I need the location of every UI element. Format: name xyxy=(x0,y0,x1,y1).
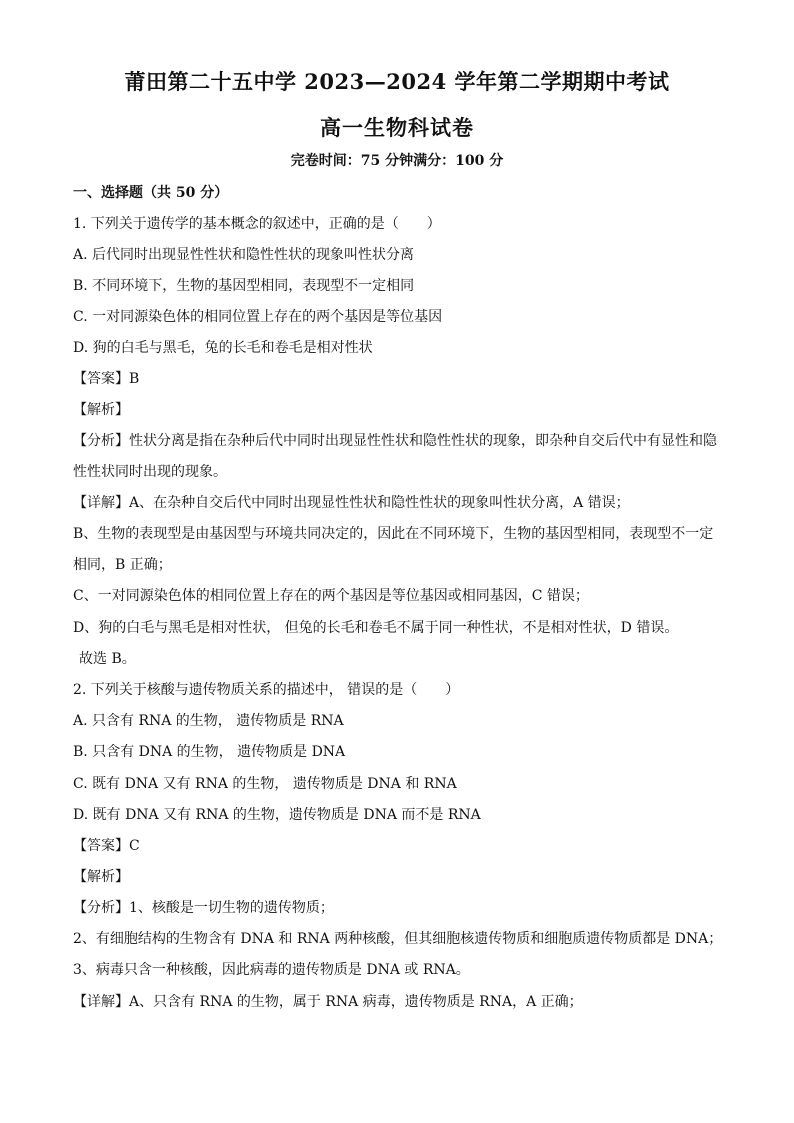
q2-analysis-label: 【解析】 xyxy=(73,869,129,885)
q1-option-a: A. 后代同时出现显性性状和隐性性状的现象叫性状分离 xyxy=(73,247,415,263)
q2-option-c: C. 既有 DNA 又有 RNA 的生物， 遗传物质是 DNA 和 RNA xyxy=(73,776,457,792)
time-info: 完卷时间：75 分钟满分：100 分 xyxy=(290,153,504,169)
q2-detail-line: 【详解】A、只含有 RNA 的生物，属于 RNA 病毒，遗传物质是 RNA，A 正确； xyxy=(73,994,583,1010)
q1-analysis-line: 性性状同时出现的现象。 xyxy=(73,464,227,480)
q1-option-d: D. 狗的白毛与黑毛，兔的长毛和卷毛是相对性状 xyxy=(73,340,373,356)
q2-option-a: A. 只含有 RNA 的生物， 遗传物质是 RNA xyxy=(73,713,344,729)
q1-analysis-line: 【分析】性状分离是指在杂种后代中同时出现显性性状和隐性性状的现象，即杂种自交后代中有显性和隐 xyxy=(73,433,717,449)
q2-analysis-line: 3、病毒只含一种核酸，因此病毒的遗传物质是 DNA 或 RNA。 xyxy=(73,962,470,978)
q2-analysis-line: 2、有细胞结构的生物含有 DNA 和 RNA 两种核酸，但其细胞核遗传物质和细胞质遗传物质都是 DNA； xyxy=(73,931,723,947)
q1-stem: 1. 下列关于遗传学的基本概念的叙述中，正确的是（ ） xyxy=(73,216,441,232)
q2-option-d: D. 既有 DNA 又有 RNA 的生物，遗传物质是 DNA 而不是 RNA xyxy=(73,807,481,823)
section-heading: 一、选择题（共 50 分） xyxy=(73,185,229,201)
q1-option-c: C. 一对同源染色体的相同位置上存在的两个基因是等位基因 xyxy=(73,309,443,325)
q1-answer: 【答案】B xyxy=(73,371,140,387)
q1-analysis-label: 【解析】 xyxy=(73,402,129,418)
q2-option-b: B. 只含有 DNA 的生物， 遗传物质是 DNA xyxy=(73,744,346,760)
q1-detail-line: B、生物的表现型是由基因型与环境共同决定的，因此在不同环境下，生物的基因型相同，表现型不一定 xyxy=(73,526,714,542)
q1-conclusion: 故选 B。 xyxy=(79,651,136,667)
subject-title: 高一生物科试卷 xyxy=(320,115,474,140)
q2-stem: 2. 下列关于核酸与遗传物质关系的描述中， 错误的是（ ） xyxy=(73,682,460,698)
q2-analysis-line: 【分析】1、核酸是一切生物的遗传物质； xyxy=(73,900,334,916)
school-exam-title: 莆田第二十五中学 2023—2024 学年第二学期期中考试 xyxy=(124,69,670,94)
q1-detail-line: D、狗的白毛与黑毛是相对性状， 但兔的长毛和卷毛不属于同一种性状，不是相对性状，D 错误。 xyxy=(73,620,679,636)
q2-answer: 【答案】C xyxy=(73,838,140,854)
q1-detail-line: C、一对同源染色体的相同位置上存在的两个基因是等位基因或相同基因，C 错误； xyxy=(73,588,589,604)
q1-detail-line: 相同，B 正确； xyxy=(73,557,172,573)
q1-option-b: B. 不同环境下，生物的基因型相同，表现型不一定相同 xyxy=(73,278,415,294)
q1-detail-line: 【详解】A、在杂种自交后代中同时出现显性性状和隐性性状的现象叫性状分离，A 错误； xyxy=(73,495,630,511)
